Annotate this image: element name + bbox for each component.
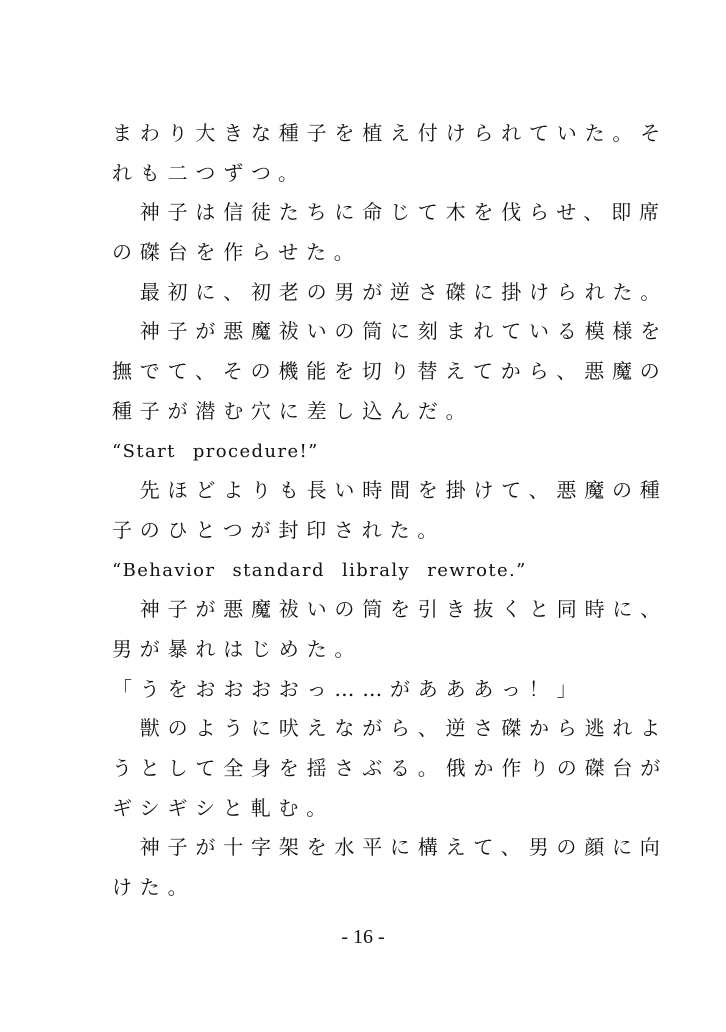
text-line: 男が暴れはじめた。 [112, 636, 363, 661]
text-line: 最初に、初老の男が逆さ磔に掛けられた。 [112, 279, 668, 304]
text-line: 先ほどよりも長い時間を掛けて、悪魔の種 [112, 478, 668, 503]
page-body [112, 114, 668, 908]
text-line: 種子が潜む穴に差し込んだ。 [112, 398, 474, 423]
text-line: 撫でて、その機能を切り替えてから、悪魔の [112, 359, 668, 384]
text-line: の磔台を作らせた。 [112, 240, 362, 265]
text-line-english: “Behavior standard libraly rewrote.” [112, 559, 527, 581]
text-line: 神子が十字架を水平に構えて、男の顔に向 [112, 835, 668, 860]
text-line: 「うをおおおおっ……があああっ！」 [112, 676, 585, 701]
text-line: 獣のように吠えながら、逆さ磔から逃れよ [112, 716, 668, 741]
text-line-english: “Start procedure!” [112, 440, 319, 462]
text-line: うとして全身を揺さぶる。俄か作りの磔台が [112, 756, 668, 780]
text-line: ギシギシと軋む。 [112, 795, 334, 820]
text-line: 神子が悪魔祓いの筒に刻まれている模様を [112, 319, 668, 344]
text-line: けた。 [112, 875, 196, 900]
text-line: 神子は信徒たちに命じて木を伐らせ、即席 [112, 200, 667, 225]
text-line: 神子が悪魔祓いの筒を引き抜くと同時に、 [112, 597, 668, 622]
page-number: - 16 - [341, 926, 385, 948]
text-line: れも二つずつ。 [112, 160, 306, 185]
text-line: 子のひとつが封印された。 [112, 517, 446, 542]
text-line: まわり大きな種子を植え付けられていた。そ [112, 121, 668, 145]
